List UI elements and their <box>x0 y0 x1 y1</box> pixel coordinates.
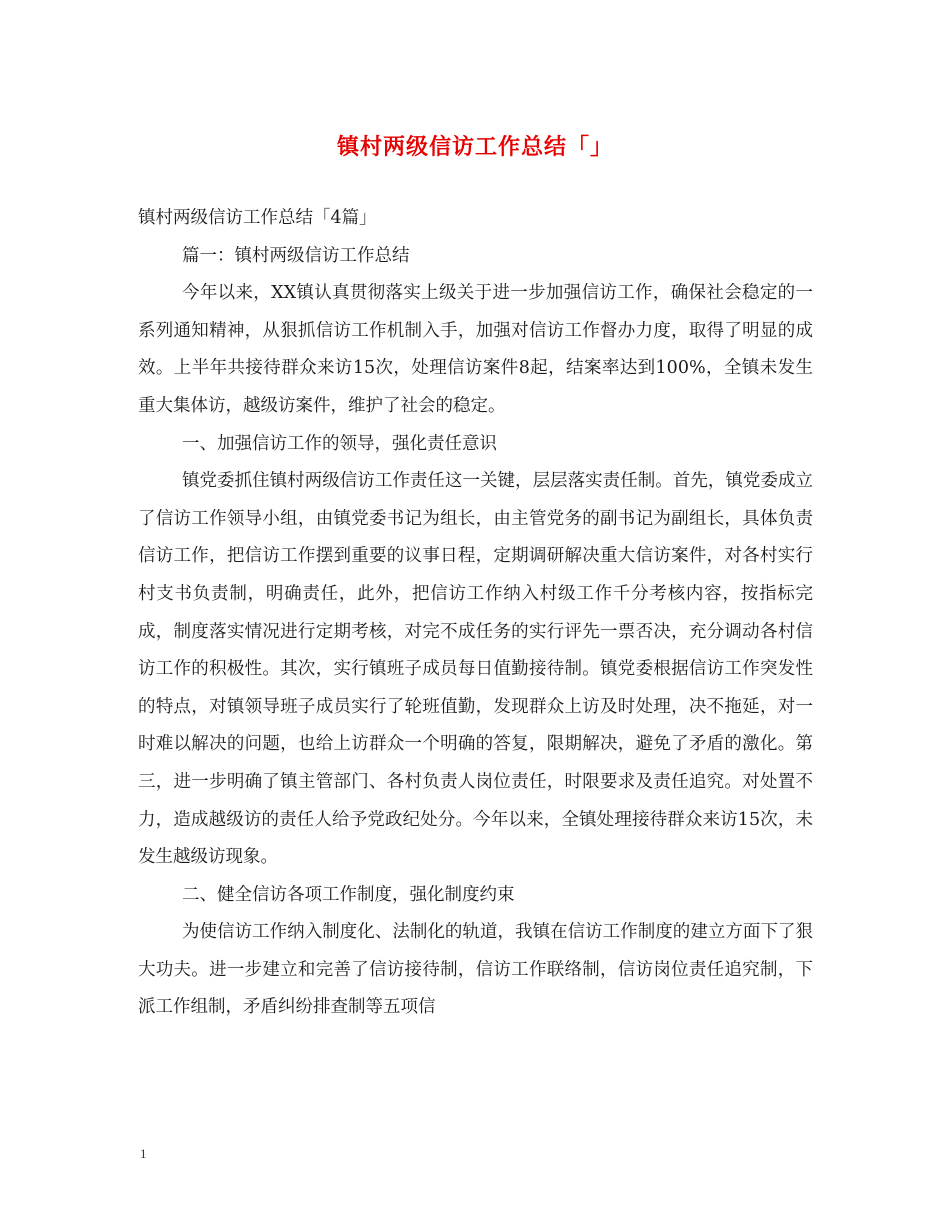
section-heading-two: 二、健全信访各项工作制度，强化制度约束 <box>182 884 515 905</box>
section-heading-one: 一、加强信访工作的领导，强化责任意识 <box>182 433 497 454</box>
subtitle-paragraph: 镇村两级信访工作总结「4篇」 <box>138 208 377 228</box>
page-number: 1 <box>140 1146 147 1161</box>
section-heading-part-one: 篇一：镇村两级信访工作总结 <box>182 245 410 266</box>
intro-paragraph: 今年以来，XX镇认真贯彻落实上级关于进一步加强信访工作，确保社会稳定的一系列通知精神，从狠抓信访工作机制入手，加强对信访工作督办力度，取得了明显的成效。上半年共接待群众来访15次，处理信访案件8起，结案率达到100%，全镇未发生重大集体访，越级访案件，维护了社会的稳定。 <box>138 283 813 416</box>
section-one-paragraph: 镇党委抓住镇村两级信访工作责任这一关键，层层落实责任制。首先，镇党委成立了信访工作领导小组，由镇党委书记为组长，由主管党务的副书记为副组长，具体负责信访工作，把信访工作摆到重要的议事日程，定期调研解决重大信访案件，对各村实行村支书负责制，明确责任，此外，把信访工作纳入村级工作千分考核内容，按指标完成，制度落实情况进行定期考核，对完不成任务的实行评先一票否决，充分调动各村信访工作的积极性。其次，实行镇班子成员每日值勤接待制。镇党委根据信访工作突发性的特点，对镇领导班子成员实行了轮班值勤，发现群众上访及时处理，决不拖延，对一时难以解决的问题，也给上访群众一个明确的答复，限期解决，避免了矛盾的激化。第三，进一步明确了镇主管部门、各村负责人岗位责任，时限要求及责任追究。对处置不力，造成越级访的责任人给予党政纪处分。今年以来，全镇处理接待群众来访15次，未发生越级访现象。 <box>138 471 813 868</box>
document-body <box>138 200 813 1027</box>
document-title: 镇村两级信访工作总结「」 <box>336 135 613 160</box>
section-two-paragraph: 为使信访工作纳入制度化、法制化的轨道，我镇在信访工作制度的建立方面下了狠大功夫。进一步建立和完善了信访接待制，信访工作联络制，信访岗位责任追究制，下派工作组制，矛盾纠纷排查制等五项信 <box>138 922 813 1018</box>
